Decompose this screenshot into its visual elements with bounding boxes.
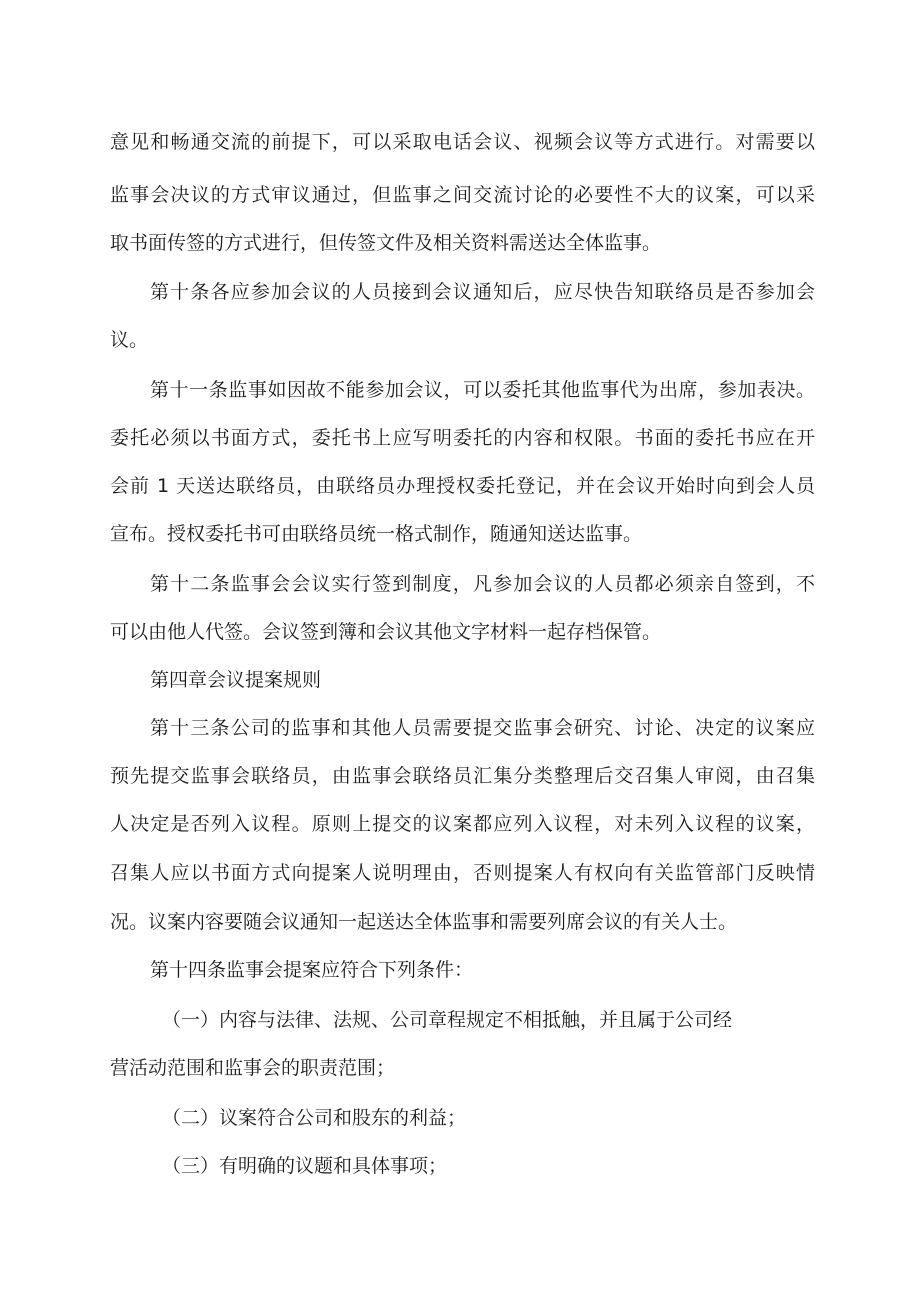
condition-3: （三）有明确的议题和具体事项； xyxy=(162,1155,448,1177)
article-11: 第十一条监事如因故不能参加会议，可以委托其他监事代为出席，参加表决。 xyxy=(150,379,815,401)
paragraph-line: 况。议案内容要随会议通知一起送达全体监事和需要列席会议的有关人士。 xyxy=(110,911,738,933)
paragraph-line: 监事会决议的方式审议通过，但监事之间交流讨论的必要性不大的议案，可以采 xyxy=(110,184,815,206)
condition-2: （二）议案符合公司和股东的利益； xyxy=(162,1107,467,1129)
paragraph-line: 议。 xyxy=(110,329,149,351)
paragraph-line: 宣布。授权委托书可由联络员统一格式制作，随通知送达监事。 xyxy=(110,523,643,545)
condition-1: （一）内容与法律、法规、公司章程规定不相抵触，并且属于公司经 xyxy=(162,1009,733,1031)
article-12: 第十二条监事会会议实行签到制度，凡参加会议的人员都必须亲自签到，不 xyxy=(150,573,815,595)
paragraph-line: 委托必须以书面方式，委托书上应写明委托的内容和权限。书面的委托书应在开 xyxy=(110,427,815,449)
paragraph-line: 意见和畅通交流的前提下，可以采取电话会议、视频会议等方式进行。对需要以 xyxy=(110,131,815,153)
article-10: 第十条各应参加会议的人员接到会议通知后，应尽快告知联络员是否参加会 xyxy=(150,281,815,303)
paragraph-line: 会前 1 天送达联络员，由联络员办理授权委托登记，并在会议开始时向到会人员 xyxy=(110,475,815,497)
paragraph-line: 可以由他人代签。会议签到簿和会议其他文字材料一起存档保管。 xyxy=(110,621,662,643)
paragraph-line: 召集人应以书面方式向提案人说明理由，否则提案人有权向有关监管部门反映情 xyxy=(110,862,815,884)
paragraph-line: 预先提交监事会联络员，由监事会联络员汇集分类整理后交召集人审阅，由召集 xyxy=(110,765,815,787)
paragraph-line: 人决定是否列入议程。原则上提交的议案都应列入议程，对未列入议程的议案， xyxy=(110,813,815,835)
article-13: 第十三条公司的监事和其他人员需要提交监事会研究、讨论、决定的议案应 xyxy=(150,717,815,739)
paragraph-line: 取书面传签的方式进行，但传签文件及相关资料需送达全体监事。 xyxy=(110,232,662,254)
paragraph-line: 营活动范围和监事会的职责范围； xyxy=(110,1057,396,1079)
article-14: 第十四条监事会提案应符合下列条件： xyxy=(150,959,474,981)
chapter-heading: 第四章会议提案规则 xyxy=(150,669,322,691)
